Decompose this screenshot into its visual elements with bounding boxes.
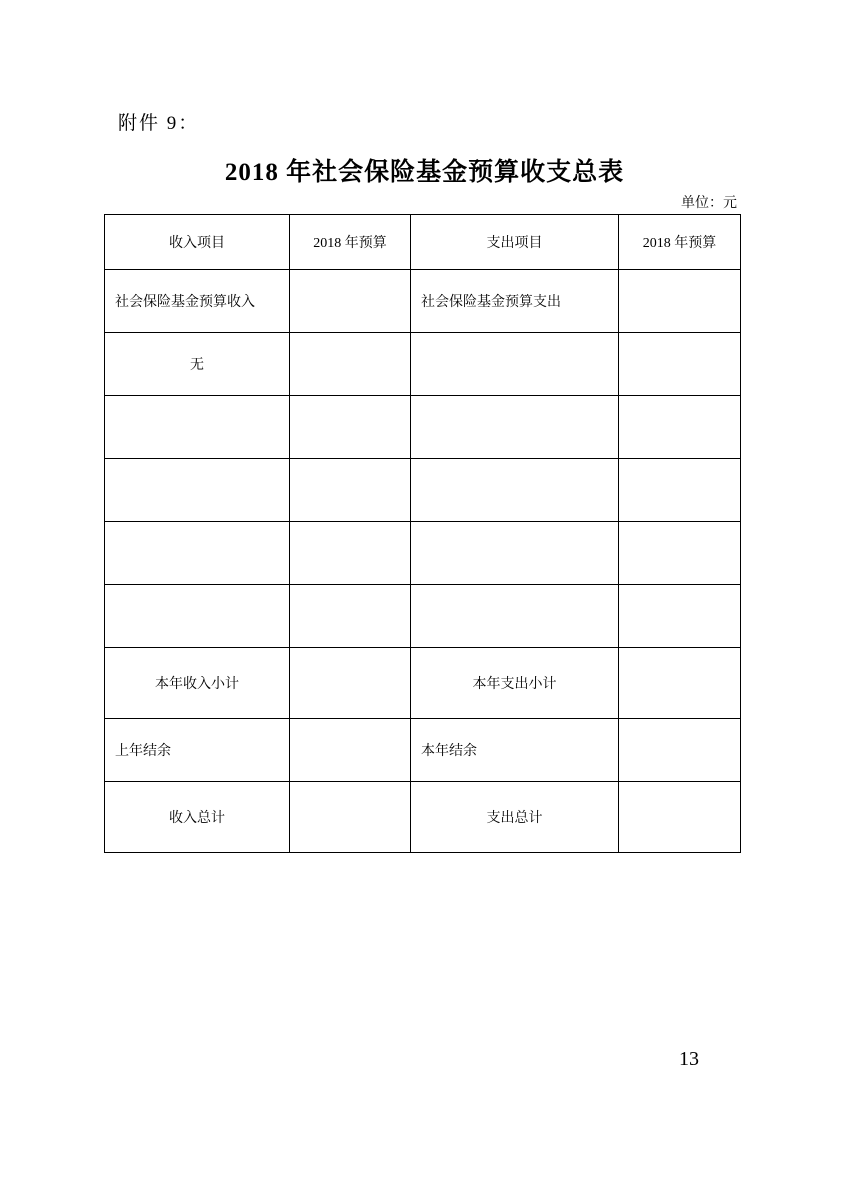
cell-income-item: 本年收入小计 — [105, 648, 290, 719]
table-row — [105, 396, 741, 459]
table-row — [105, 270, 741, 333]
column-header-expense-item: 支出项目 — [411, 215, 619, 270]
cell-expense-budget — [619, 270, 741, 333]
cell-income-budget — [290, 782, 411, 853]
table-header-row — [105, 215, 741, 270]
table-row — [105, 648, 741, 719]
cell-income-budget — [290, 396, 411, 459]
cell-expense-item — [411, 585, 619, 648]
page-title: 2018 年社会保险基金预算收支总表 — [224, 159, 625, 186]
cell-income-item: 社会保险基金预算收入 — [105, 270, 290, 333]
budget-table — [104, 214, 741, 853]
cell-income-budget — [290, 459, 411, 522]
cell-expense-budget — [619, 396, 741, 459]
cell-expense-item — [411, 396, 619, 459]
cell-income-item: 无 — [105, 333, 290, 396]
cell-income-budget — [290, 648, 411, 719]
table-row — [105, 522, 741, 585]
cell-expense-item: 本年支出小计 — [411, 648, 619, 719]
cell-income-budget — [290, 585, 411, 648]
page-number: 13 — [679, 1048, 699, 1070]
cell-expense-budget — [619, 459, 741, 522]
cell-income-budget — [290, 719, 411, 782]
cell-expense-budget — [619, 648, 741, 719]
cell-income-item — [105, 459, 290, 522]
cell-expense-item — [411, 459, 619, 522]
cell-income-item — [105, 585, 290, 648]
cell-expense-budget — [619, 782, 741, 853]
cell-expense-item — [411, 522, 619, 585]
cell-expense-item: 本年结余 — [411, 719, 619, 782]
table-row — [105, 459, 741, 522]
cell-expense-budget — [619, 333, 741, 396]
cell-income-budget — [290, 270, 411, 333]
cell-expense-budget — [619, 585, 741, 648]
cell-expense-item: 支出总计 — [411, 782, 619, 853]
attachment-label: 附件 9： — [118, 113, 200, 134]
cell-income-budget — [290, 333, 411, 396]
cell-income-item — [105, 522, 290, 585]
table-row — [105, 782, 741, 853]
table-row — [105, 719, 741, 782]
cell-income-item: 收入总计 — [105, 782, 290, 853]
cell-income-item — [105, 396, 290, 459]
cell-expense-item — [411, 333, 619, 396]
cell-expense-item: 社会保险基金预算支出 — [411, 270, 619, 333]
column-header-expense-budget: 2018 年预算 — [619, 215, 741, 270]
cell-income-item: 上年结余 — [105, 719, 290, 782]
table-row — [105, 333, 741, 396]
cell-expense-budget — [619, 719, 741, 782]
cell-income-budget — [290, 522, 411, 585]
unit-label: 单位：元 — [681, 196, 737, 211]
column-header-income-budget: 2018 年预算 — [290, 215, 411, 270]
cell-expense-budget — [619, 522, 741, 585]
column-header-income-item: 收入项目 — [105, 215, 290, 270]
table-row — [105, 585, 741, 648]
